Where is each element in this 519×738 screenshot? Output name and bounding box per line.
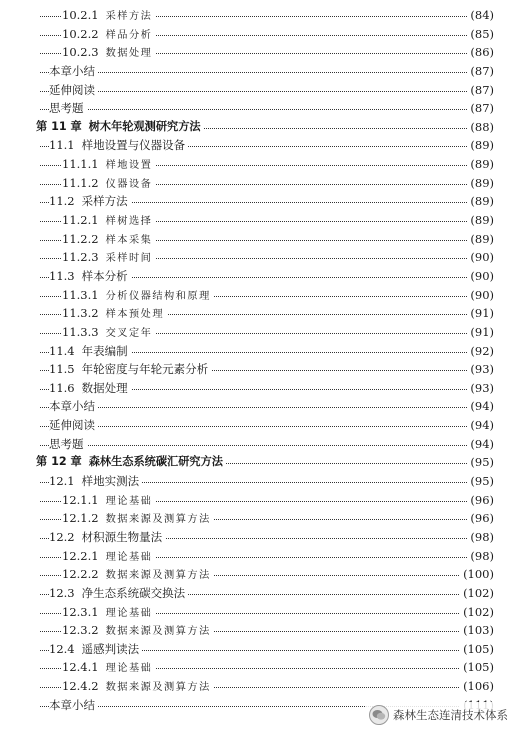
toc-entry-row (0, 416, 519, 435)
toc-entry-number: 11.2.1 (62, 213, 99, 228)
toc-entry-number: 11.1.2 (62, 175, 99, 190)
toc-entry-label (62, 6, 155, 27)
toc-entry-row (0, 603, 519, 622)
toc-entry-number: 12.2.1 (62, 548, 99, 563)
toc-page-number: (90) (467, 248, 494, 267)
toc-entry-label (49, 696, 98, 715)
toc-entry-row (0, 472, 519, 491)
toc-entry-number: 12.3 (49, 585, 75, 600)
toc-page-number: (103) (460, 621, 494, 640)
toc-entry-title: 理论基础 (105, 607, 153, 619)
dot-leader (40, 109, 485, 110)
toc-chapter-row (0, 118, 519, 137)
toc-entry-label (62, 286, 214, 307)
toc-entry-label (62, 565, 214, 586)
toc-entry-row (0, 267, 519, 286)
toc-page-number: (85) (467, 25, 494, 44)
toc-entry-number: 12.4.1 (62, 660, 99, 675)
toc-entry-label (62, 248, 155, 269)
toc-entry-title: 理论基础 (105, 551, 153, 563)
toc-entry-number: 11.2.3 (62, 250, 99, 265)
toc-page-number: (87) (467, 81, 494, 100)
toc-entry-title: 思考题 (49, 436, 84, 451)
toc-entry-number: 12.3.1 (62, 604, 99, 619)
toc-entry-row (0, 6, 519, 25)
toc-page-number: (105) (460, 658, 494, 677)
toc-entry-title: 样本分析 (81, 268, 128, 283)
toc-entry-label (62, 174, 155, 195)
toc-page-number: (91) (467, 304, 494, 323)
toc-entry-row (0, 565, 519, 584)
toc-entry-label (62, 547, 155, 568)
toc-entry-number: 10.2.2 (62, 26, 99, 41)
toc-entry-title: 交叉定年 (105, 327, 153, 339)
toc-page-number: (89) (467, 136, 494, 155)
toc-entry-number: 11.1.1 (62, 157, 99, 172)
toc-page-number: (102) (460, 603, 494, 622)
toc-entry-number: 12.4.2 (62, 679, 99, 694)
toc-entry-title: 年表编制 (81, 343, 128, 358)
toc-page-number: (90) (467, 286, 494, 305)
toc-entry-row (0, 640, 519, 659)
toc-entry-number: 第 11 章 (36, 119, 82, 133)
toc-entry-title: 样本采集 (105, 234, 153, 246)
toc-entry-label (62, 509, 214, 530)
toc-page-number: (89) (467, 174, 494, 193)
toc-page-number: (89) (467, 155, 494, 174)
toc-entry-title: 分析仪器结构和原理 (105, 290, 211, 302)
toc-entry-title: 本章小结 (49, 399, 95, 414)
toc-entry-label (62, 323, 155, 344)
toc-entry-number: 11.6 (49, 380, 75, 395)
toc-entry-label (62, 25, 155, 46)
toc-entry-title: 本章小结 (49, 63, 95, 78)
toc-entry-number: 11.3.3 (62, 324, 99, 339)
toc-entry-title: 数据来源及测算方法 (105, 682, 211, 694)
toc-entry-label (62, 155, 155, 176)
toc-page-number: (91) (467, 323, 494, 342)
toc-entry-row (0, 81, 519, 100)
toc-entry-title: 延伸阅读 (49, 418, 95, 433)
toc-page-number: (88) (467, 118, 494, 137)
toc-entry-row (0, 584, 519, 603)
toc-entry-number: 12.1.1 (62, 492, 99, 507)
toc-entry-title: 本章小结 (49, 697, 95, 712)
toc-entry-label (49, 640, 142, 659)
toc-entry-row (0, 621, 519, 640)
toc-entry-title: 样地设置与仪器设备 (81, 138, 186, 153)
toc-entry-number: 12.3.2 (62, 623, 99, 638)
toc-entry-title: 样品分析 (105, 29, 153, 41)
toc-entry-number: 11.4 (49, 343, 75, 358)
toc-page-number: (94) (467, 435, 494, 454)
toc-entry-row (0, 174, 519, 193)
toc-entry-label (49, 584, 188, 603)
toc-entry-row (0, 155, 519, 174)
toc-entry-number: 12.1.2 (62, 511, 99, 526)
toc-entry-row (0, 435, 519, 454)
toc-entry-number: 10.2.1 (62, 8, 99, 22)
toc-entry-row (0, 230, 519, 249)
toc-page-number: (98) (467, 528, 494, 547)
toc-entry-title: 延伸阅读 (49, 82, 95, 97)
toc-entry-row (0, 491, 519, 510)
toc-entry-title: 采样时间 (105, 253, 153, 265)
toc-entry-row (0, 136, 519, 155)
toc-entry-number: 11.5 (49, 362, 75, 377)
dot-leader (40, 407, 485, 408)
toc-entry-row (0, 286, 519, 305)
toc-entry-label (49, 435, 87, 454)
toc-entry-label (62, 304, 167, 325)
toc-entry-row (0, 248, 519, 267)
toc-entry-label (36, 453, 226, 472)
toc-page-number: (106) (460, 677, 494, 696)
toc-entry-label (49, 416, 98, 435)
toc-entry-title: 理论基础 (105, 663, 153, 675)
toc-page-number: (89) (467, 230, 494, 249)
toc-entry-title: 样树选择 (105, 216, 153, 228)
watermark (365, 702, 512, 728)
toc-entry-number: 11.2 (49, 194, 75, 209)
toc-page-number: (95) (467, 472, 494, 491)
dot-leader (40, 72, 485, 73)
toc-entry-row (0, 528, 519, 547)
dot-leader (40, 445, 485, 446)
toc-page-number: (93) (467, 379, 494, 398)
toc-entry-title: 理论基础 (105, 495, 153, 507)
toc-page-number: (96) (467, 491, 494, 510)
toc-entry-row (0, 547, 519, 566)
toc-entry-label (49, 397, 98, 416)
toc-entry-label (49, 99, 87, 118)
toc-entry-label (62, 43, 155, 64)
toc-chapter-row (0, 453, 519, 472)
toc-entry-row (0, 677, 519, 696)
wechat-icon (369, 705, 389, 725)
toc-entry-number: 第 12 章 (36, 455, 82, 469)
toc-page-number: (94) (467, 397, 494, 416)
toc-entry-label (49, 528, 165, 547)
toc-entry-label (49, 267, 131, 286)
toc-page-number: (89) (467, 192, 494, 211)
toc-entry-label (49, 360, 211, 379)
toc-page-number: (92) (467, 342, 494, 361)
toc-entry-title: 样本预处理 (105, 309, 165, 321)
toc-page-number: (86) (467, 43, 494, 62)
toc-page-number: (84) (467, 6, 494, 25)
toc-entry-label (62, 603, 155, 624)
toc-entry-number: 11.3.1 (62, 287, 99, 302)
toc-entry-title: 采样方法 (105, 11, 153, 22)
toc-entry-row (0, 509, 519, 528)
toc-page-number: (87) (467, 99, 494, 118)
toc-entry-label (49, 342, 131, 361)
toc-entry-label (49, 472, 142, 491)
toc-entry-title: 样地实测法 (81, 474, 140, 489)
toc-entry-number: 12.2.2 (62, 567, 99, 582)
toc-entry-label (62, 621, 214, 642)
toc-entry-label (49, 192, 131, 211)
toc-entry-number: 11.1 (49, 138, 75, 153)
toc-entry-title: 遥感判读法 (81, 641, 140, 656)
toc-page-number: (100) (460, 565, 494, 584)
toc-entry-row (0, 323, 519, 342)
toc-entry-number: 12.4 (49, 641, 75, 656)
toc-page-number: (98) (467, 547, 494, 566)
toc-page-number: (102) (460, 584, 494, 603)
toc-entry-title: 数据来源及测算方法 (105, 626, 211, 638)
toc-entry-row (0, 658, 519, 677)
table-of-contents (0, 6, 519, 714)
toc-entry-row (0, 304, 519, 323)
watermark-text: 森林生态连清技术体系 (393, 708, 508, 722)
toc-entry-label (62, 491, 155, 512)
toc-entry-row (0, 99, 519, 118)
toc-entry-row (0, 62, 519, 81)
toc-entry-label (49, 62, 98, 81)
dot-leader (40, 91, 485, 92)
toc-entry-title: 思考题 (49, 101, 84, 116)
toc-entry-row (0, 211, 519, 230)
toc-entry-title: 数据处理 (81, 380, 128, 395)
toc-entry-title: 仪器设备 (105, 178, 153, 190)
toc-entry-label (49, 136, 188, 155)
toc-entry-label (49, 81, 98, 100)
toc-page-number: (105) (460, 640, 494, 659)
toc-entry-title: 年轮密度与年轮元素分析 (81, 362, 209, 377)
toc-entry-row (0, 192, 519, 211)
toc-entry-title: 数据处理 (105, 48, 153, 60)
toc-page-number: (94) (467, 416, 494, 435)
toc-page-number: (87) (467, 62, 494, 81)
toc-entry-number: 11.2.2 (62, 231, 99, 246)
toc-entry-label (62, 230, 155, 251)
toc-entry-number: 11.3 (49, 268, 75, 283)
toc-entry-title: 样地设置 (105, 160, 153, 172)
toc-entry-number: 12.2 (49, 529, 75, 544)
toc-entry-number: 10.2.3 (62, 45, 99, 60)
dot-leader (40, 426, 485, 427)
toc-page-number: (96) (467, 509, 494, 528)
toc-entry-title: 净生态系统碳交换法 (81, 585, 186, 600)
toc-page-number: (95) (467, 453, 494, 472)
toc-entry-title: 材积源生物量法 (81, 529, 163, 544)
toc-entry-title: 采样方法 (81, 194, 128, 209)
toc-entry-row (0, 342, 519, 361)
toc-entry-label (62, 677, 214, 698)
toc-entry-row (0, 360, 519, 379)
toc-entry-row (0, 43, 519, 62)
toc-entry-title: 数据来源及测算方法 (105, 570, 211, 582)
toc-entry-title: 树木年轮观测研究方法 (88, 119, 201, 133)
toc-entry-row (0, 379, 519, 398)
toc-entry-number: 11.3.2 (62, 306, 99, 321)
toc-page-number: (89) (467, 211, 494, 230)
toc-entry-row (0, 25, 519, 44)
toc-entry-label (62, 658, 155, 679)
toc-entry-title: 森林生态系统碳汇研究方法 (88, 455, 223, 469)
toc-entry-label (36, 118, 204, 137)
toc-entry-label (62, 211, 155, 232)
toc-page-number: (93) (467, 360, 494, 379)
toc-entry-title: 数据来源及测算方法 (105, 514, 211, 526)
toc-page-number: (90) (467, 267, 494, 286)
toc-entry-row (0, 397, 519, 416)
toc-entry-label (49, 379, 131, 398)
toc-entry-number: 12.1 (49, 474, 75, 489)
